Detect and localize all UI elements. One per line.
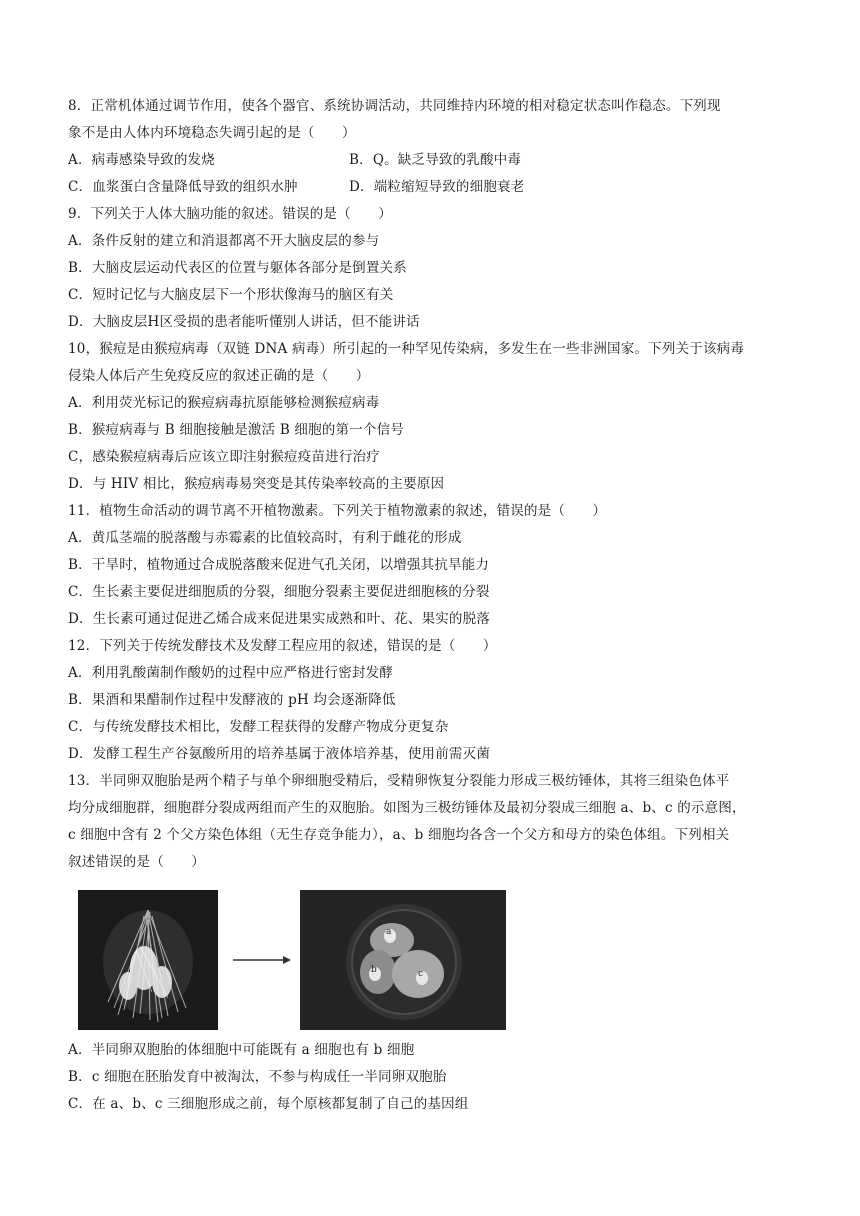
q9-option-d: D．大脑皮层H区受损的患者能听懂别人讲话，但不能讲话 [68, 314, 420, 330]
q8-option-a-text: A．病毒感染导致的发烧 [68, 152, 215, 168]
q10-stem-line-1: 10，猴痘是由猴痘病毒（双链 DNA 病毒）所引起的一种罕见传染病，多发生在一些非洲国家。下列关于该病毒 [68, 341, 745, 357]
q13-stem-line-4: 叙述错误的是（ ） [68, 854, 205, 870]
q12-stem: 12．下列关于传统发酵技术及发酵工程应用的叙述，错误的是（ ） [68, 638, 497, 654]
cell-b-label: b [371, 965, 377, 975]
q13-option-a: A．半同卵双胞胎的体细胞中可能既有 a 细胞也有 b 细胞 [68, 1042, 415, 1058]
q10-stem-line-2: 侵染人体后产生免疫反应的叙述正确的是（ ） [68, 368, 370, 384]
cell-c-label: c [418, 969, 424, 979]
q8-option-b: B．Q。缺乏导致的乳酸中毒 [349, 152, 522, 168]
q9-option-b: B．大脑皮层运动代表区的位置与躯体各部分是倒置关系 [68, 260, 407, 276]
right-arrow-icon [231, 952, 291, 968]
q8-option-a [68, 151, 215, 169]
q8-stem-line-2: 象不是由人体内环境稳态失调引起的是（ ） [68, 125, 356, 141]
q11-option-a: A．黄瓜茎端的脱落酸与赤霉素的比值较高时，有利于雌花的形成 [68, 530, 462, 546]
q10-option-b: B．猴痘病毒与 B 细胞接触是激活 B 细胞的第一个信号 [68, 422, 405, 438]
q9-option-a: A．条件反射的建立和消退都离不开大脑皮层的参与 [68, 233, 380, 249]
q10-option-a: A．利用荧光标记的猴痘病毒抗原能够检测猴痘病毒 [68, 395, 380, 411]
q12-option-c: C．与传统发酵技术相比，发酵工程获得的发酵产物成分更复杂 [68, 719, 449, 735]
three-cell-embryo-image [300, 890, 506, 1030]
embryo-drawing [300, 890, 506, 1030]
q11-option-c: C．生长素主要促进细胞质的分裂，细胞分裂素主要促进细胞核的分裂 [68, 584, 490, 600]
q13-stem-line-1: 13．半同卵双胞胎是两个精子与单个卵细胞受精后，受精卵恢复分裂能力形成三极纺锤体，其将三组染色体平 [68, 773, 730, 789]
q13-option-c: C．在 a、b、c 三细胞形成之前，每个原核都复制了自己的基因组 [68, 1096, 469, 1112]
q13-figure [78, 890, 508, 1030]
q12-option-d: D．发酵工程生产谷氨酸所用的培养基属于液体培养基，使用前需灭菌 [68, 746, 491, 762]
q9-option-c: C．短时记忆与大脑皮层下一个形状像海马的脑区有关 [68, 287, 394, 303]
q11-option-d: D．生长素可通过促进乙烯合成来促进果实成熟和叶、花、果实的脱落 [68, 611, 491, 627]
q9-stem: 9．下列关于人体大脑功能的叙述。错误的是（ ） [68, 206, 392, 222]
q8-option-d: D．端粒缩短导致的细胞衰老 [349, 179, 525, 195]
q8-option-c: C．血浆蛋白含量降低导致的组织水肿 [68, 179, 298, 195]
q11-option-b: B．干旱时，植物通过合成脱落酸来促进气孔关闭，以增强其抗旱能力 [68, 557, 490, 573]
spindle-drawing [78, 890, 218, 1030]
tripolar-spindle-image [78, 890, 218, 1030]
q8-stem-line-1: 8．正常机体通过调节作用，使各个器官、系统协调活动，共同维持内环境的相对稳定状态叫作稳态。下列现 [68, 98, 721, 114]
q13-option-b: B．c 细胞在胚胎发育中被淘汰，不参与构成任一半同卵双胞胎 [68, 1069, 447, 1085]
q10-option-c: C，感染猴痘病毒后应该立即注射猴痘疫苗进行治疗 [68, 449, 380, 465]
q12-option-b: B．果酒和果醋制作过程中发酵液的 pH 均会逐渐降低 [68, 692, 396, 708]
q11-stem: 11．植物生命活动的调节离不开植物激素。下列关于植物激素的叙述，错误的是（ ） [68, 503, 607, 519]
cell-a-label: a [386, 927, 392, 937]
q10-option-d: D．与 HIV 相比，猴痘病毒易突变是其传染率较高的主要原因 [68, 476, 445, 492]
q12-option-a: A．利用乳酸菌制作酸奶的过程中应严格进行密封发酵 [68, 665, 394, 681]
q13-stem-line-3: c 细胞中含有 2 个父方染色体组（无生存竞争能力），a、b 细胞均各含一个父方和母方的染色体组。下列相关 [68, 827, 730, 843]
q13-stem-line-2: 均分成细胞群，细胞群分裂成两组而产生的双胞胎。如图为三极纺锤体及最初分裂成三细胞 a、b、c 的示意图， [68, 800, 746, 816]
